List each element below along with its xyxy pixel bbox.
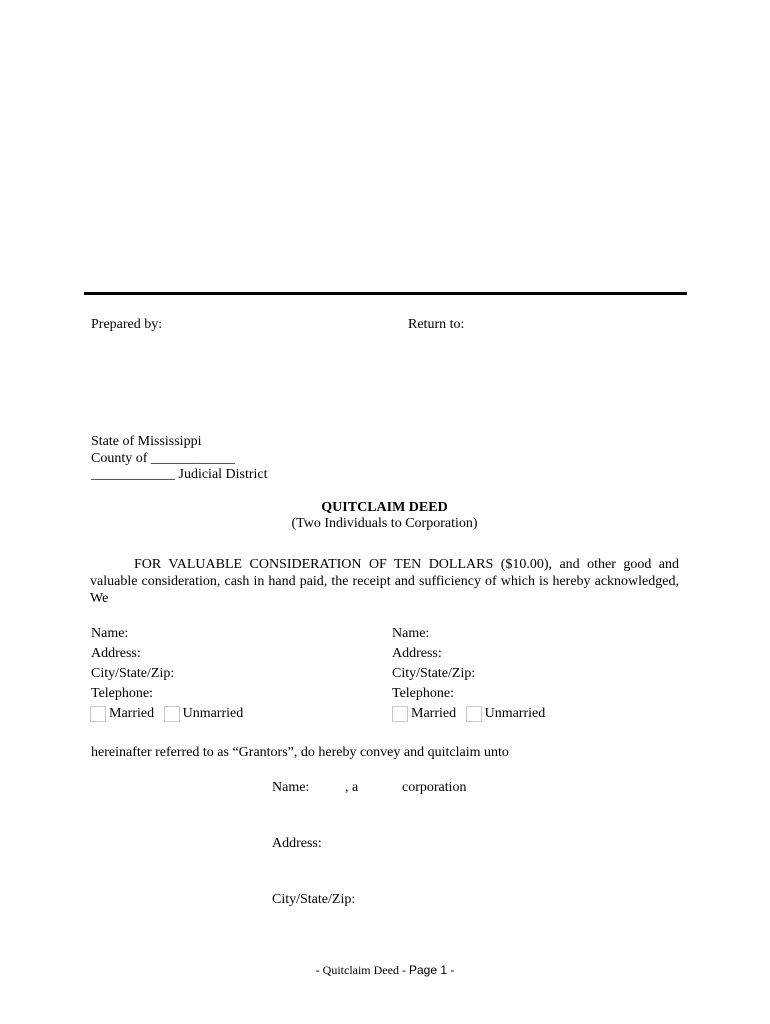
prepared-by-label: Prepared by: [91,317,163,332]
grantee-name-label: Name: [272,780,310,795]
state-line: State of Mississippi [91,434,202,449]
return-to-label: Return to: [408,317,465,332]
grantor1-unmarried-label: Unmarried [182,706,244,721]
grantor1-telephone-label: Telephone: [91,686,153,701]
grantor2-city-label: City/State/Zip: [392,666,476,681]
header-rule [84,292,687,295]
grantor1-married-checkbox[interactable] [90,706,106,722]
grantor2-telephone-label: Telephone: [392,686,454,701]
consideration-paragraph [90,556,679,607]
grantor1-unmarried-option [164,706,244,722]
grantor2-married-label: Married [411,706,457,721]
grantor1-address-label: Address: [91,646,141,661]
grantor2-unmarried-option [466,706,546,722]
grantor1-married-label: Married [109,706,155,721]
grantor2-address-label: Address: [392,646,442,661]
grantor1-city-label: City/State/Zip: [91,666,175,681]
grantor1-married-option [90,706,154,722]
grantor2-marital-status [392,706,551,727]
grantee-corporation-text: corporation [402,780,467,795]
grantor1-unmarried-checkbox[interactable] [164,706,180,722]
county-line: County of ____________ [91,451,235,466]
grantee-address-label: Address: [272,836,322,851]
grantor1-name-label: Name: [91,626,129,641]
grantor2-name-label: Name: [392,626,430,641]
footer-doc-title: - Quitclaim Deed - [315,963,406,977]
grantee-city-label: City/State/Zip: [272,892,356,907]
page-footer [0,963,770,978]
deed-subtitle: (Two Individuals to Corporation) [291,516,478,531]
grantor2-married-checkbox[interactable] [392,706,408,722]
grantee-a-text: , a [345,780,359,795]
grantor2-unmarried-checkbox[interactable] [466,706,482,722]
deed-title: QUITCLAIM DEED [321,500,448,515]
footer-page-number: Page 1 - [408,963,455,977]
grantor2-unmarried-label: Unmarried [484,706,546,721]
district-line: ____________ Judicial District [91,467,268,482]
grantor2-married-option [392,706,456,722]
grantor1-marital-status [90,706,249,727]
consideration-text: FOR VALUABLE CONSIDERATION OF TEN DOLLARS ($10.00), and other good and valuable consideration, cash in hand paid, the receipt and sufficiency of which is hereby acknowledged, We [90,557,679,606]
convey-clause: hereinafter referred to as “Grantors”, do hereby convey and quitclaim unto [91,745,509,760]
